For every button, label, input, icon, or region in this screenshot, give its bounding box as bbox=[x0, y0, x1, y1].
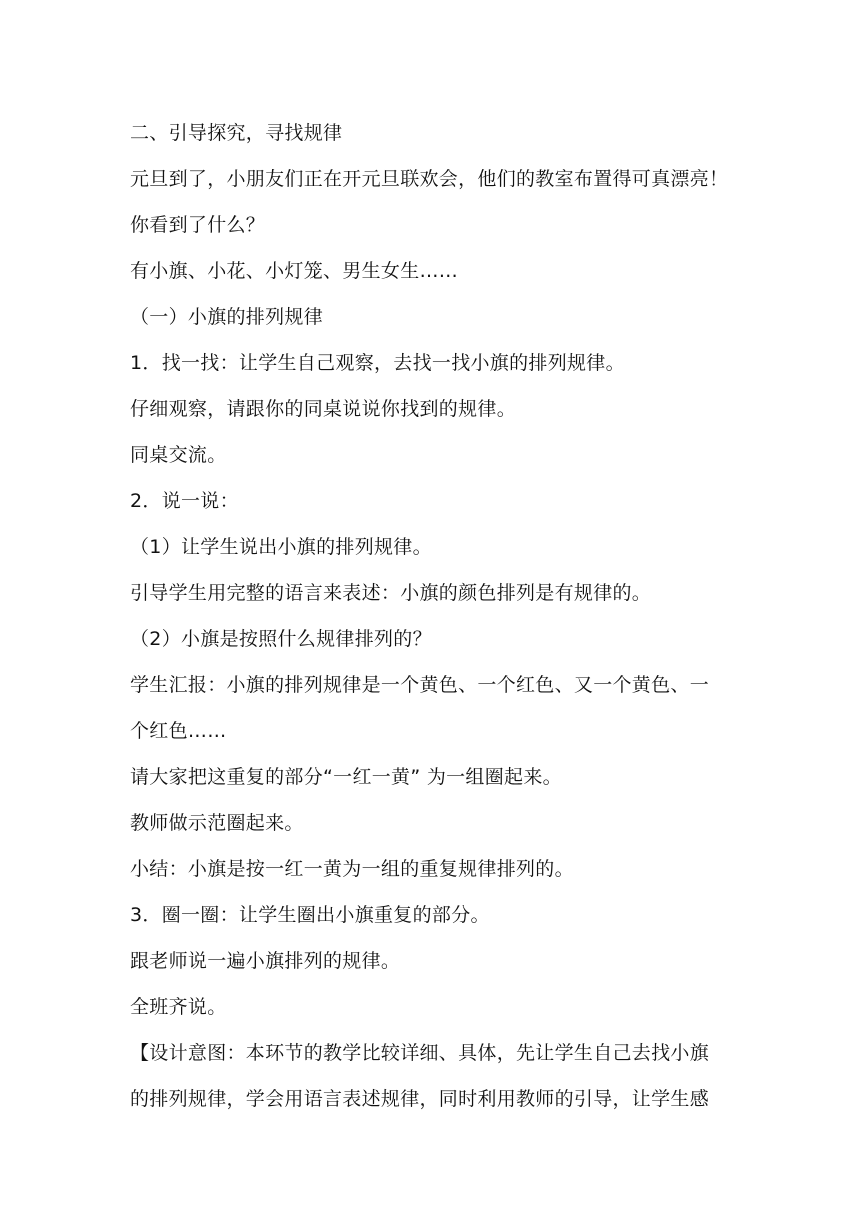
subsection-heading: （一）小旗的排列规律 bbox=[130, 306, 324, 328]
section-heading: 二、引导探究，寻找规律 bbox=[130, 122, 343, 144]
paragraph-line: 的排列规律，学会用语言表述规律，同时利用教师的引导，让学生感 bbox=[130, 1088, 710, 1110]
paragraph-line: 教师做示范圈起来。 bbox=[130, 812, 304, 834]
paragraph-line: 有小旗、小花、小灯笼、男生女生…… bbox=[130, 260, 459, 282]
paragraph-line: 小结：小旗是按一红一黄为一组的重复规律排列的。 bbox=[130, 858, 574, 880]
paragraph-line: 2．说一说： bbox=[130, 490, 239, 512]
paragraph-line: 你看到了什么？ bbox=[130, 214, 266, 236]
document-body bbox=[130, 110, 740, 1122]
paragraph-line: 全班齐说。 bbox=[130, 996, 227, 1018]
paragraph-line: 元旦到了，小朋友们正在开元旦联欢会，他们的教室布置得可真漂亮！ bbox=[130, 168, 729, 190]
paragraph-line: 同桌交流。 bbox=[130, 444, 227, 466]
paragraph-line: 仔细观察，请跟你的同桌说说你找到的规律。 bbox=[130, 398, 517, 420]
paragraph-line: （2）小旗是按照什么规律排列的？ bbox=[130, 628, 432, 650]
paragraph-line: （1）让学生说出小旗的排列规律。 bbox=[130, 536, 432, 558]
paragraph-line: 引导学生用完整的语言来表述：小旗的颜色排列是有规律的。 bbox=[130, 582, 652, 604]
paragraph-line: 请大家把这重复的部分“一红一黄” 为一组圈起来。 bbox=[130, 766, 562, 788]
paragraph-line: 1．找一找：让学生自己观察，去找一找小旗的排列规律。 bbox=[130, 352, 625, 374]
paragraph-line: 学生汇报：小旗的排列规律是一个黄色、一个红色、又一个黄色、一 bbox=[130, 674, 710, 696]
paragraph-line: 【设计意图：本环节的教学比较详细、具体，先让学生自己去找小旗 bbox=[130, 1042, 710, 1064]
paragraph-line: 3．圈一圈：让学生圈出小旗重复的部分。 bbox=[130, 904, 490, 926]
paragraph-line: 跟老师说一遍小旗排列的规律。 bbox=[130, 950, 401, 972]
paragraph-line: 个红色…… bbox=[130, 720, 227, 742]
